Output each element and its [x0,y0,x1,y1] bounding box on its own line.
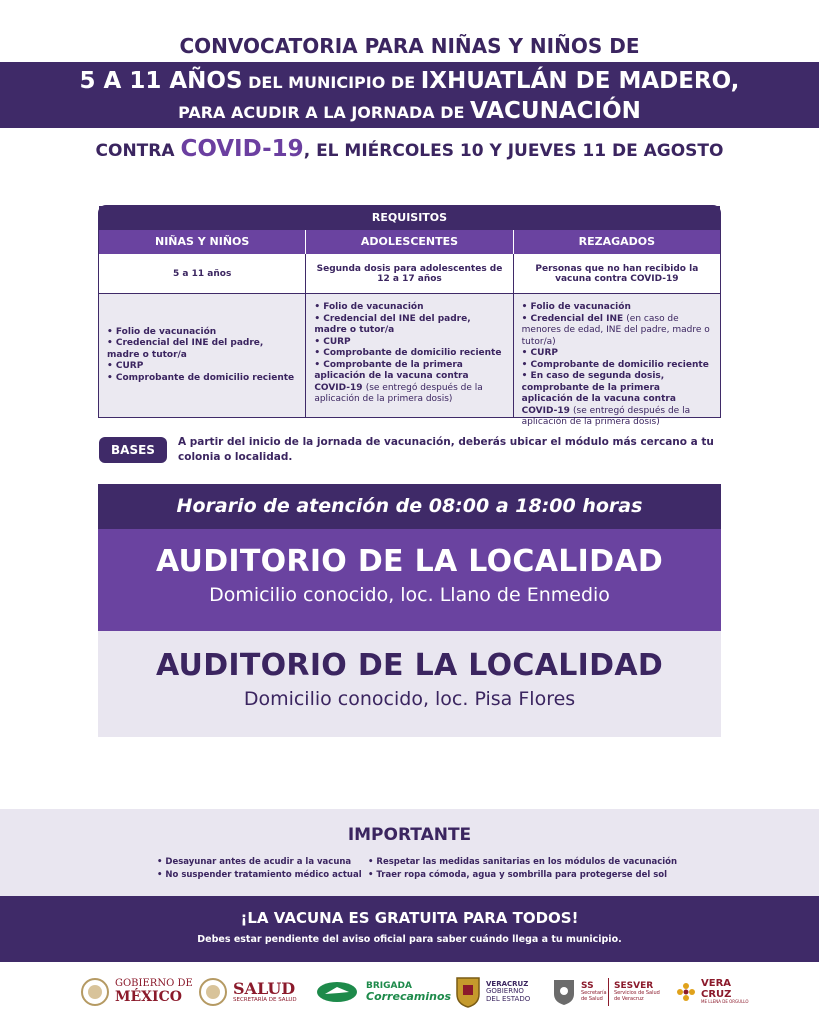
header-line-2 [0,68,819,94]
column-heading-rezagados: REZAGADOS [513,230,720,254]
brigada-correcaminos-logo [315,972,451,1012]
list-item: • Respetar las medidas sanitarias en los módulos de vacunación [368,856,677,869]
salud-seal-icon [198,977,228,1007]
requirements-header-row [99,230,720,254]
important-title: IMPORTANTE [347,825,472,845]
veracruz-gob-line2: GOBIERNO [486,987,524,996]
logo-strip [0,972,819,1020]
list-item-text: En caso de segunda dosis, comprobante de la primera aplicación de la vacuna contra COVID-19 [521,371,676,416]
list-item: • Comprobante de domicilio reciente [107,373,297,385]
venue-name: AUDITORIO DE LA LOCALIDAD [155,648,664,683]
list-item-note: (en caso de menores de edad, INE del padre, madre o tutor/a) [521,313,710,347]
brigada-logo-line1: BRIGADA [366,980,412,991]
column-heading-adolescents: ADOLESCENTES [305,230,512,254]
column-heading-children: NIÑAS Y NIÑOS [154,235,250,248]
list-item [522,371,712,429]
sesver-logo-line2: Servicios de Salud [614,990,660,997]
salud-logo [198,972,297,1012]
venue-name: AUDITORIO DE LA LOCALIDAD [155,544,664,579]
gobierno-de-mexico-logo [80,972,193,1012]
veracruz-logo-line3: ME LLENA DE ORGULLO [701,999,749,1005]
bases-text: A partir del inicio de la jornada de vacunación, deberás ubicar el módulo más cercano a tu colonia o localidad. [178,436,714,464]
gob-logo-line1: GOBIERNO DE [115,978,193,990]
mexico-eagle-seal-icon [80,977,110,1007]
header-age-range: 5 A 11 AÑOS [79,68,243,94]
sesver-logo-line1: SESVER [614,981,654,992]
venue-card [98,631,721,737]
salud-logo-line1: SALUD [233,978,296,998]
list-item: • Desayunar antes de acudir a la vacuna [157,856,362,869]
list-item: • No suspender tratamiento médico actual [157,869,362,882]
header-vaccination-word: VACUNACIÓN [470,98,641,124]
free-vaccine-title: ¡LA VACUNA ES GRATUITA PARA TODOS! [240,909,579,927]
header-municipality-name: IXHUATLÁN DE MADERO, [420,68,740,94]
veracruz-logo-line2: CRUZ [701,988,732,1000]
requirements-table [98,205,721,428]
list-item-text: Credencial del INE [530,313,624,324]
venue-address: Domicilio conocido, loc. Pisa Flores [243,688,576,710]
list-item [314,360,504,406]
ss-logo-line2: Secretaría [581,990,607,997]
header-band [0,62,819,128]
ss-shield-icon [552,978,576,1006]
schedule-block [98,484,721,737]
description-children: 5 a 11 años [173,268,232,279]
free-vaccine-subtitle: Debes estar pendiente del aviso oficial para saber cuándo llega a tu municipio. [197,934,622,945]
list-item: • Folio de vacunación [522,302,712,314]
service-hours: Horario de atención de 08:00 a 18:00 horas [98,484,721,529]
veracruz-flower-icon [676,982,696,1002]
header-municipality-label: DEL MUNICIPIO DE [248,73,416,92]
list-item: • Comprobante de domicilio reciente [314,348,504,360]
secretaria-salud-veracruz-logo [552,972,607,1012]
description-adolescents: Segunda dosis para adolescentes de 12 a 17 años [305,254,512,293]
header-line-1: CONVOCATORIA PARA NIÑAS Y NIÑOS DE [179,34,640,58]
header-line-3 [0,98,819,124]
header-covid-word: COVID-19 [180,136,304,162]
list-item-note: (se entregó después de la aplicación de la primera dosis) [521,405,691,428]
list-item: • Credencial del INE del padre, madre o tutor/a [107,338,297,361]
brigada-logo-line2: Correcaminos [366,989,452,1003]
sesver-logo-line3: de Veracruz [614,995,644,1002]
list-item-text: Comprobante de la primera aplicación de la vacuna contra COVID-19 [314,359,469,393]
list-item: • CURP [522,348,712,360]
requirements-description-row [99,254,720,294]
ss-logo-line1: SS [581,981,594,992]
bases-badge: BASES [99,437,167,463]
list-item-note: (se entregó después de la aplicación de la primera dosis) [314,382,483,405]
venue-address: Domicilio conocido, loc. Llano de Enmedio [209,584,610,606]
veracruz-orgullo-logo [676,972,749,1012]
requirements-title: REQUISITOS [99,206,720,230]
important-list-right [368,856,677,882]
list-item: • Comprobante de domicilio reciente [522,360,712,372]
veracruz-gob-line3: DEL ESTADO [486,994,531,1003]
header-line-4 [0,136,819,162]
list-item: • CURP [107,361,297,373]
documents-rezagados [513,294,720,428]
important-list-left [157,856,362,882]
header-against-label: CONTRA [95,141,175,161]
list-item: • Traer ropa cómoda, agua y sombrilla para protegerse del sol [368,869,677,882]
sesver-logo [608,972,660,1012]
veracruz-gob-line1: VERACRUZ [486,979,529,988]
roadrunner-icon [315,980,361,1004]
list-item: • Credencial del INE del padre, madre o tutor/a [314,314,504,337]
salud-logo-line2: SECRETARÍA DE SALUD [233,996,297,1003]
documents-children [99,294,305,417]
list-item: • Folio de vacunación [107,327,297,339]
free-vaccine-banner [0,896,819,962]
documents-adolescents [305,294,512,417]
list-item: • Folio de vacunación [314,302,504,314]
veracruz-shield-icon [455,976,481,1008]
venue-card [98,529,721,631]
header-campaign-label: PARA ACUDIR A LA JORNADA DE [178,103,465,122]
important-section [0,809,819,896]
list-item: • CURP [314,337,504,349]
veracruz-logo-line1: VERA [701,978,732,990]
requirements-documents-row [99,294,720,428]
gob-logo-line2: MÉXICO [115,988,182,1005]
header-dates: , EL MIÉRCOLES 10 Y JUEVES 11 DE AGOSTO [303,141,724,161]
description-rezagados: Personas que no han recibido la vacuna contra COVID-19 [513,254,720,293]
list-item [522,314,712,349]
veracruz-gobierno-logo [455,972,530,1012]
divider [608,978,609,1006]
ss-logo-line3: de Salud [581,995,603,1002]
